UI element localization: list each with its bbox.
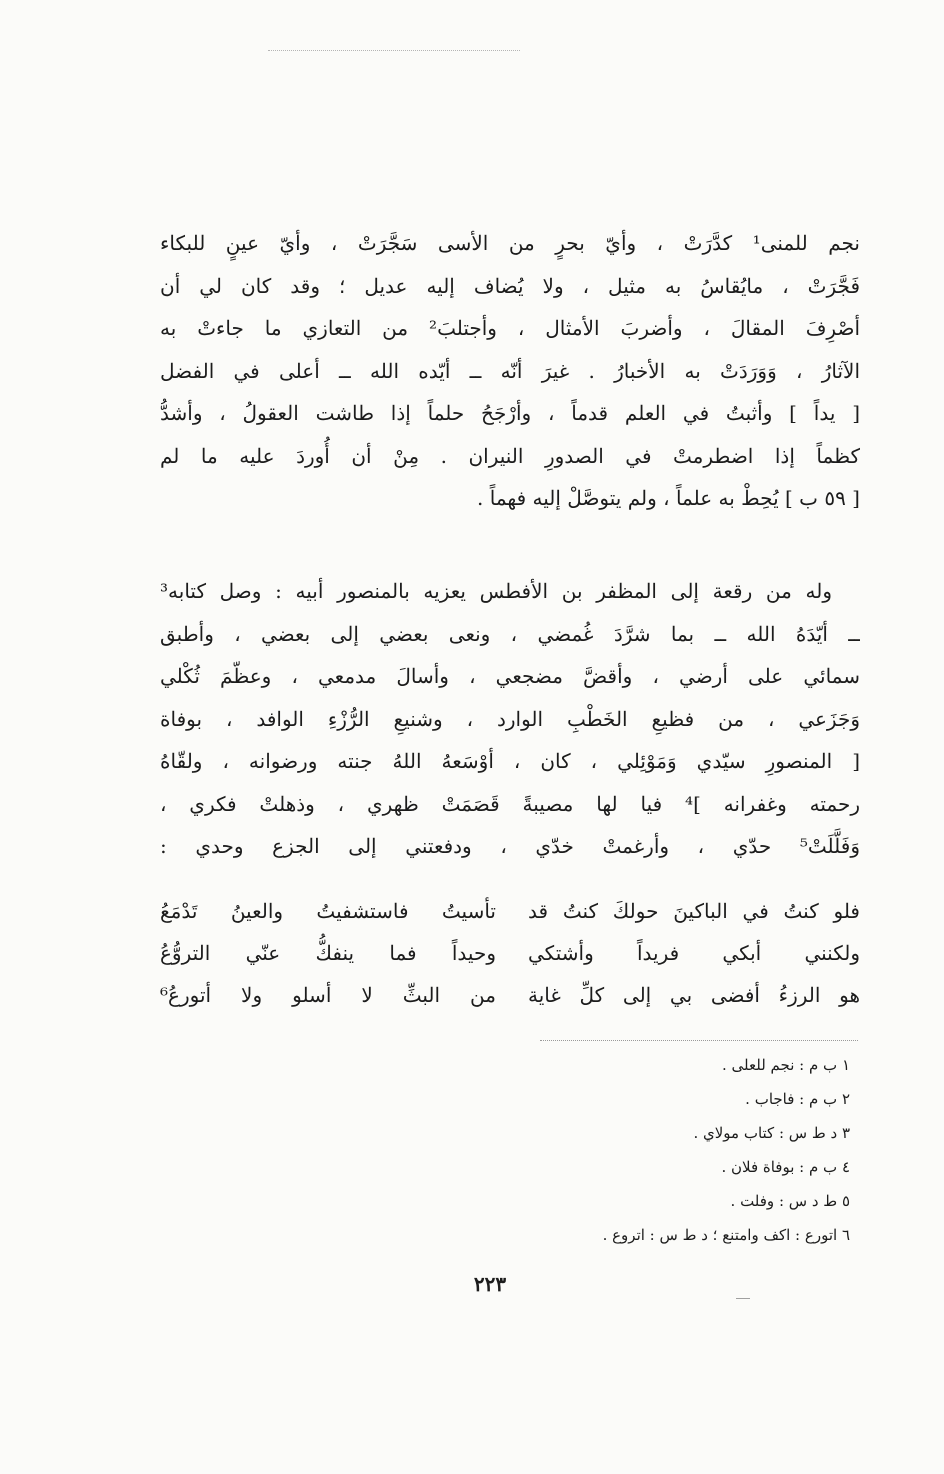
footnote: ١ ب م : نجم للعلى .	[722, 1056, 850, 1074]
poem-verse	[160, 890, 860, 932]
poem	[160, 890, 860, 1016]
text-line: أصْرِفَ المقالَ ، وأضربَ الأمثال ، وأجتلبَ² من التعازي ما جاءتْ به	[160, 316, 860, 340]
footnote: ٣ د ط س : كتاب مولاي .	[693, 1124, 850, 1142]
text-line: الآثارُ ، وَوَرَدَتْ به الأخبارُ . غيرَ أنّه ــ أيّده الله ــ أعلى في الفضل	[160, 358, 860, 383]
verse-second-hemistich: من البثِّ لا أسلو ولا أتورعُ⁶	[160, 983, 496, 1007]
paragraph-1	[160, 222, 860, 520]
verse-first-hemistich: هو الرزءُ أفضى بي إلى كلِّ غاية	[528, 983, 860, 1007]
text-line: [ ٥٩ ب ] يُحِطْ به علماً ، ولم يتوصَّلْ إليه فهماً .	[477, 486, 860, 510]
verse-first-hemistich: فلو كنتُ في الباكينَ حولكَ كنتُ قد	[528, 899, 860, 923]
verse-second-hemistich: وحيداً فما ينفكُّ عنّي التروُّعُ	[160, 941, 496, 965]
footnote: ٥ ط د س : وفلت .	[730, 1192, 850, 1210]
verse-second-hemistich: تأسيتُ فاستشفيتُ والعينُ تَدْمَعُ	[160, 899, 496, 923]
text-line: [ يداً ] وأثبتُ في العلم قدماً ، وأرْجَحُ حلماً إذا طاشت العقولُ ، وأشدُّ	[160, 401, 860, 425]
text-line: سمائي على أرضي ، وأقضَّ مضجعي ، وأسالَ مدمعي ، وعظّمَ ثُكْلي	[160, 664, 860, 688]
text-line: [ المنصورِ سيّدي وَمَوْئِلي ، كان ، أوْسَعهُ اللهُ جنته ورضوانه ، ولقّاهُ	[160, 749, 860, 773]
page-number: ٢٢٣	[473, 1272, 507, 1296]
text-line: كظماً إذا اضطرمتْ في الصدورِ النيران . مِنْ أن أُوردَ عليه ما لم	[160, 443, 860, 468]
footnote: ٢ ب م : فاجاب .	[745, 1090, 850, 1108]
footnote: ٤ ب م : بوفاة فلان .	[721, 1158, 850, 1176]
text-line: رحمته وغفرانه ]⁴ فيا لها مصيبةً قَصَمَتْ ظهري ، وذهلتْ فكري ،	[160, 791, 860, 816]
text-line: ــ أيّدَهُ الله ــ بما شرَّدَ غُمضي ، ونعى بعضي إلى بعضي ، وأطبق	[160, 621, 860, 646]
text-line: وَجَزَعي ، من فظيعِ الخَطْبِ الوارد ، وشنيعِ الرُّزْءِ الوافد ، بوفاة	[160, 706, 860, 731]
footnote-separator	[540, 1040, 858, 1041]
footnote: ٦ اتورع : اكف وامتنع ؛ د ط س : اتروع .	[602, 1226, 850, 1244]
text-line: وله من رقعة إلى المظفر بن الأفطس يعزيه بالمنصور أبيه : وصل كتابه³	[160, 579, 832, 603]
paragraph-2	[160, 570, 860, 868]
text-line: فَجَّرَتْ ، مايُقاسُ به مثيل ، ولا يُضاف إليه عديل ؛ وقد كان لي أن	[160, 273, 860, 298]
footnotes	[430, 1048, 850, 1252]
poem-verse	[160, 932, 860, 974]
text-line: نجم للمنى¹ كدَّرَتْ ، وأيّ بحرٍ من الأسى سَجَّرَتْ ، وأيّ عينٍ للبكاء	[160, 231, 860, 255]
stray-ink-mark	[736, 1298, 750, 1299]
poem-verse	[160, 974, 860, 1016]
top-margin-mark	[268, 50, 520, 51]
verse-first-hemistich: ولكنني أبكي فريداً وأشتكي	[528, 941, 860, 965]
text-line: وَفَلَّلَتْ⁵ حدّي ، وأرغمتْ خدّي ، ودفعتني إلى الجزع وحدي :	[160, 834, 860, 858]
